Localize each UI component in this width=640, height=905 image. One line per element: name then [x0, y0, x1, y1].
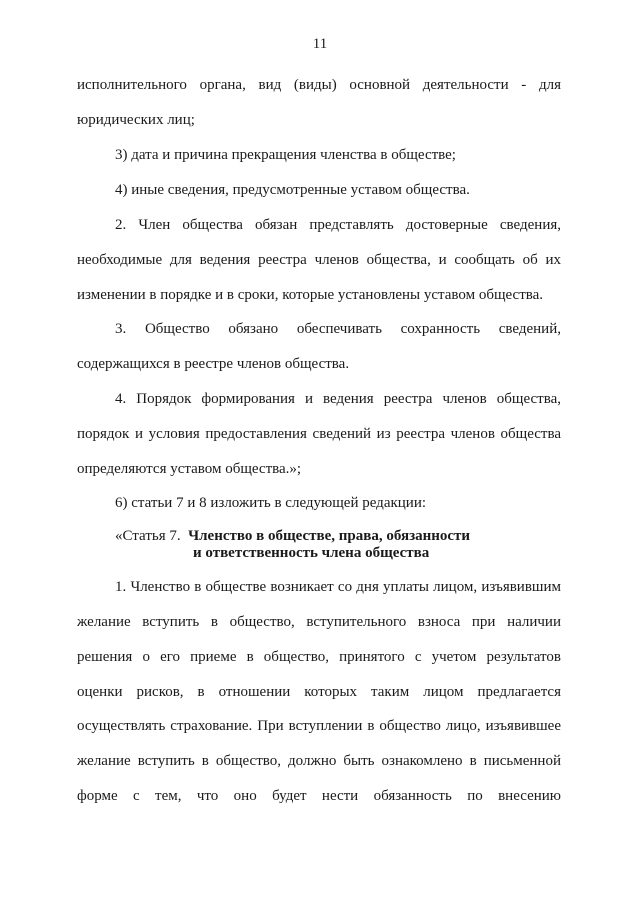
text-line: содержащихся в реестре членов общества.	[77, 356, 350, 372]
text-line: желание вступить в общество, вступительного взноса при наличии	[77, 614, 561, 630]
text-line: оценки рисков, в отношении которых таким лицом предлагается	[77, 684, 561, 700]
article-title-line-2: и ответственность члена общества	[193, 545, 430, 561]
paragraph-first-line: 1. Членство в обществе возникает со дня уплаты лицом, изъявившим	[115, 579, 561, 595]
list-item: 3) дата и причина прекращения членства в обществе;	[115, 147, 456, 163]
text-line: определяются уставом общества.»;	[77, 461, 302, 477]
page-number: 11	[312, 36, 328, 52]
article-title-line-1: Членство в обществе, права, обязанности	[188, 528, 471, 544]
article-heading	[115, 527, 470, 545]
text-line: исполнительного органа, вид (виды) основной деятельности - для	[77, 77, 561, 93]
article-prefix: «Статья 7.	[115, 528, 181, 544]
text-line: изменении в порядке и в сроки, которые установлены уставом общества.	[77, 287, 544, 303]
text-line: необходимые для ведения реестра членов общества, и сообщать об их	[77, 252, 561, 268]
text-line: решения о его приеме в общество, принятого с учетом результатов	[77, 649, 561, 665]
list-item: 4) иные сведения, предусмотренные уставом общества.	[115, 182, 470, 198]
paragraph-first-line: 2. Член общества обязан представлять достоверные сведения,	[115, 217, 561, 233]
paragraph-first-line: 3. Общество обязано обеспечивать сохранность сведений,	[115, 321, 561, 337]
text-line: осуществлять страхование. При вступлении в общество лицо, изъявившее	[77, 718, 561, 734]
text-line: желание вступить в общество, должно быть ознакомлено в письменной	[77, 753, 561, 769]
text-line: форме с тем, что оно будет нести обязанность по внесению	[77, 788, 561, 804]
paragraph-first-line: 4. Порядок формирования и ведения реестра членов общества,	[115, 391, 561, 407]
amendment-item: 6) статьи 7 и 8 изложить в следующей редакции:	[115, 495, 427, 511]
text-line: юридических лиц;	[77, 112, 195, 128]
text-line: порядок и условия предоставления сведений из реестра членов общества	[77, 426, 561, 442]
